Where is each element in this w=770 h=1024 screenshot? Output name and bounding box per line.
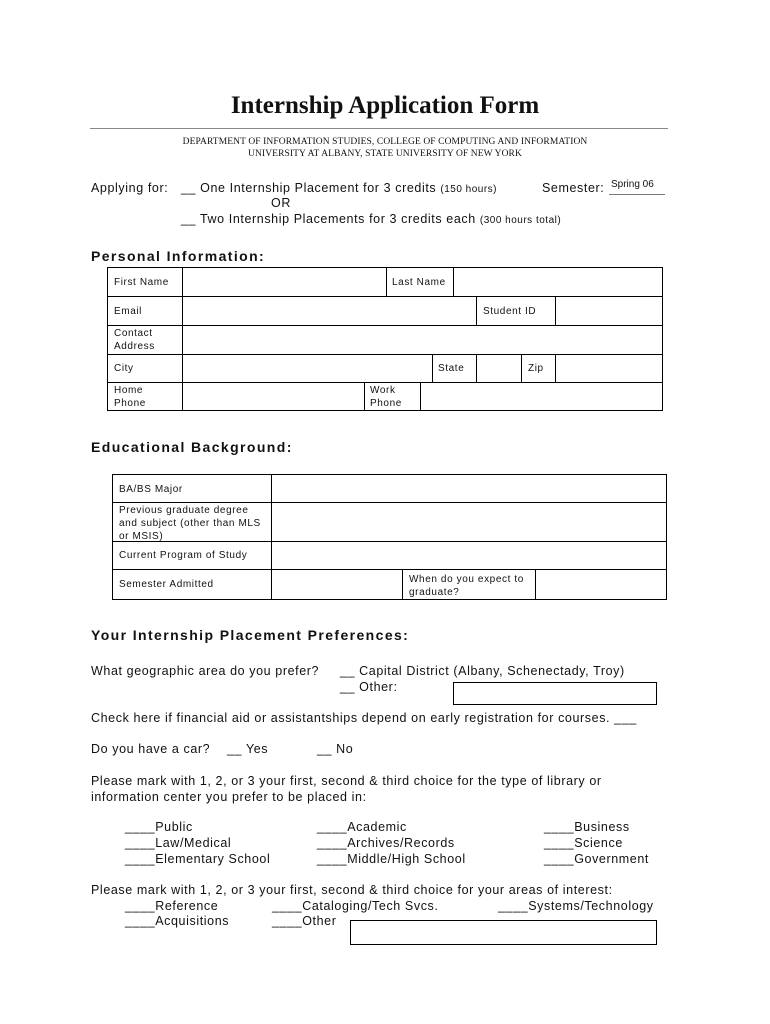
- city-field[interactable]: [183, 355, 431, 381]
- interest-cataloging[interactable]: ____Cataloging/Tech Svcs.: [272, 899, 439, 913]
- interest-other-field[interactable]: [350, 920, 657, 945]
- current-program-field[interactable]: [272, 542, 666, 568]
- car-yes-option[interactable]: __ Yes: [227, 742, 269, 756]
- semester-underline: [609, 194, 665, 195]
- geo-option-other[interactable]: __ Other:: [340, 680, 398, 694]
- last-name-field[interactable]: [454, 268, 662, 295]
- state-label: State: [438, 363, 465, 374]
- city-label: City: [114, 363, 134, 374]
- first-name-label: First Name: [114, 277, 169, 288]
- work-phone-field[interactable]: [421, 383, 662, 410]
- department-line: DEPARTMENT OF INFORMATION STUDIES, COLLEGE OF COMPUTING AND INFORMATION: [182, 137, 588, 147]
- major-label: BA/BS Major: [119, 484, 183, 495]
- expect-graduate-field[interactable]: [536, 570, 666, 599]
- geo-option-capital[interactable]: __ Capital District (Albany, Schenectady, Troy): [340, 664, 625, 678]
- library-type-science[interactable]: ____Science: [544, 836, 623, 850]
- library-type-elementary-school[interactable]: ____Elementary School: [125, 852, 271, 866]
- library-type-business[interactable]: ____Business: [544, 820, 630, 834]
- semester-label: Semester:: [542, 181, 605, 195]
- university-line: UNIVERSITY AT ALBANY, STATE UNIVERSITY OF NEW YORK: [248, 149, 522, 159]
- semester-value[interactable]: Spring 06: [611, 179, 654, 190]
- form-title: Internship Application Form: [230, 92, 540, 119]
- car-question: Do you have a car?: [91, 742, 211, 756]
- two-placements-text: __ Two Internship Placements for 3 credits each: [181, 212, 476, 226]
- interest-systems-technology[interactable]: ____Systems/Technology: [498, 899, 654, 913]
- home-phone-field[interactable]: [183, 383, 363, 410]
- first-name-field[interactable]: [183, 268, 385, 295]
- or-text: OR: [271, 196, 291, 210]
- one-placement-option[interactable]: [181, 181, 497, 195]
- library-type-middle-high-school[interactable]: ____Middle/High School: [317, 852, 466, 866]
- geo-question: What geographic area do you prefer?: [91, 664, 320, 678]
- previous-degree-label: Previous graduate degree and subject (other than MLS or MSIS): [119, 505, 261, 542]
- title-divider: [90, 128, 668, 129]
- work-phone-label: Work Phone: [370, 385, 402, 409]
- email-label: Email: [114, 306, 143, 317]
- major-field[interactable]: [272, 475, 666, 501]
- library-type-government[interactable]: ____Government: [544, 852, 649, 866]
- library-type-law-medical[interactable]: ____Law/Medical: [125, 836, 232, 850]
- current-program-label: Current Program of Study: [119, 550, 248, 561]
- last-name-label: Last Name: [392, 277, 446, 288]
- student-id-field[interactable]: [556, 297, 662, 324]
- library-type-public[interactable]: ____Public: [125, 820, 193, 834]
- email-field[interactable]: [183, 297, 475, 324]
- state-field[interactable]: [477, 355, 520, 381]
- personal-info-heading: Personal Information:: [91, 248, 266, 264]
- zip-field[interactable]: [556, 355, 662, 381]
- education-heading: Educational Background:: [91, 439, 293, 455]
- geo-other-field[interactable]: [453, 682, 657, 705]
- library-type-instruction-line1: Please mark with 1, 2, or 3 your first, second & third choice for the type of library or: [91, 774, 602, 788]
- expect-graduate-label: When do you expect to graduate?: [409, 574, 524, 598]
- interest-other[interactable]: ____Other: [272, 914, 337, 928]
- interest-reference[interactable]: ____Reference: [125, 899, 219, 913]
- student-id-label: Student ID: [483, 306, 537, 317]
- interest-acquisitions[interactable]: ____Acquisitions: [125, 914, 230, 928]
- zip-label: Zip: [528, 363, 544, 374]
- two-placements-option[interactable]: [181, 212, 561, 226]
- applying-for-label: Applying for:: [91, 181, 169, 195]
- one-placement-hours: (150 hours): [440, 184, 497, 195]
- previous-degree-field[interactable]: [272, 503, 666, 540]
- library-type-academic[interactable]: ____Academic: [317, 820, 407, 834]
- home-phone-label: Home Phone: [114, 385, 146, 409]
- interest-instruction: Please mark with 1, 2, or 3 your first, second & third choice for your areas of interest:: [91, 883, 613, 897]
- semester-admitted-field[interactable]: [272, 570, 401, 599]
- library-type-archives-records[interactable]: ____Archives/Records: [317, 836, 455, 850]
- one-placement-text: __ One Internship Placement for 3 credits: [181, 181, 437, 195]
- preferences-heading: Your Internship Placement Preferences:: [91, 627, 410, 643]
- financial-aid-check[interactable]: Check here if financial aid or assistantships depend on early registration for courses. ___: [91, 711, 637, 725]
- library-type-instruction-line2: information center you prefer to be placed in:: [91, 790, 367, 804]
- semester-admitted-label: Semester Admitted: [119, 579, 214, 590]
- car-no-option[interactable]: __ No: [317, 742, 354, 756]
- two-placements-hours: (300 hours total): [479, 215, 562, 226]
- contact-address-field[interactable]: [183, 326, 662, 353]
- contact-address-label: Contact Address: [114, 328, 155, 352]
